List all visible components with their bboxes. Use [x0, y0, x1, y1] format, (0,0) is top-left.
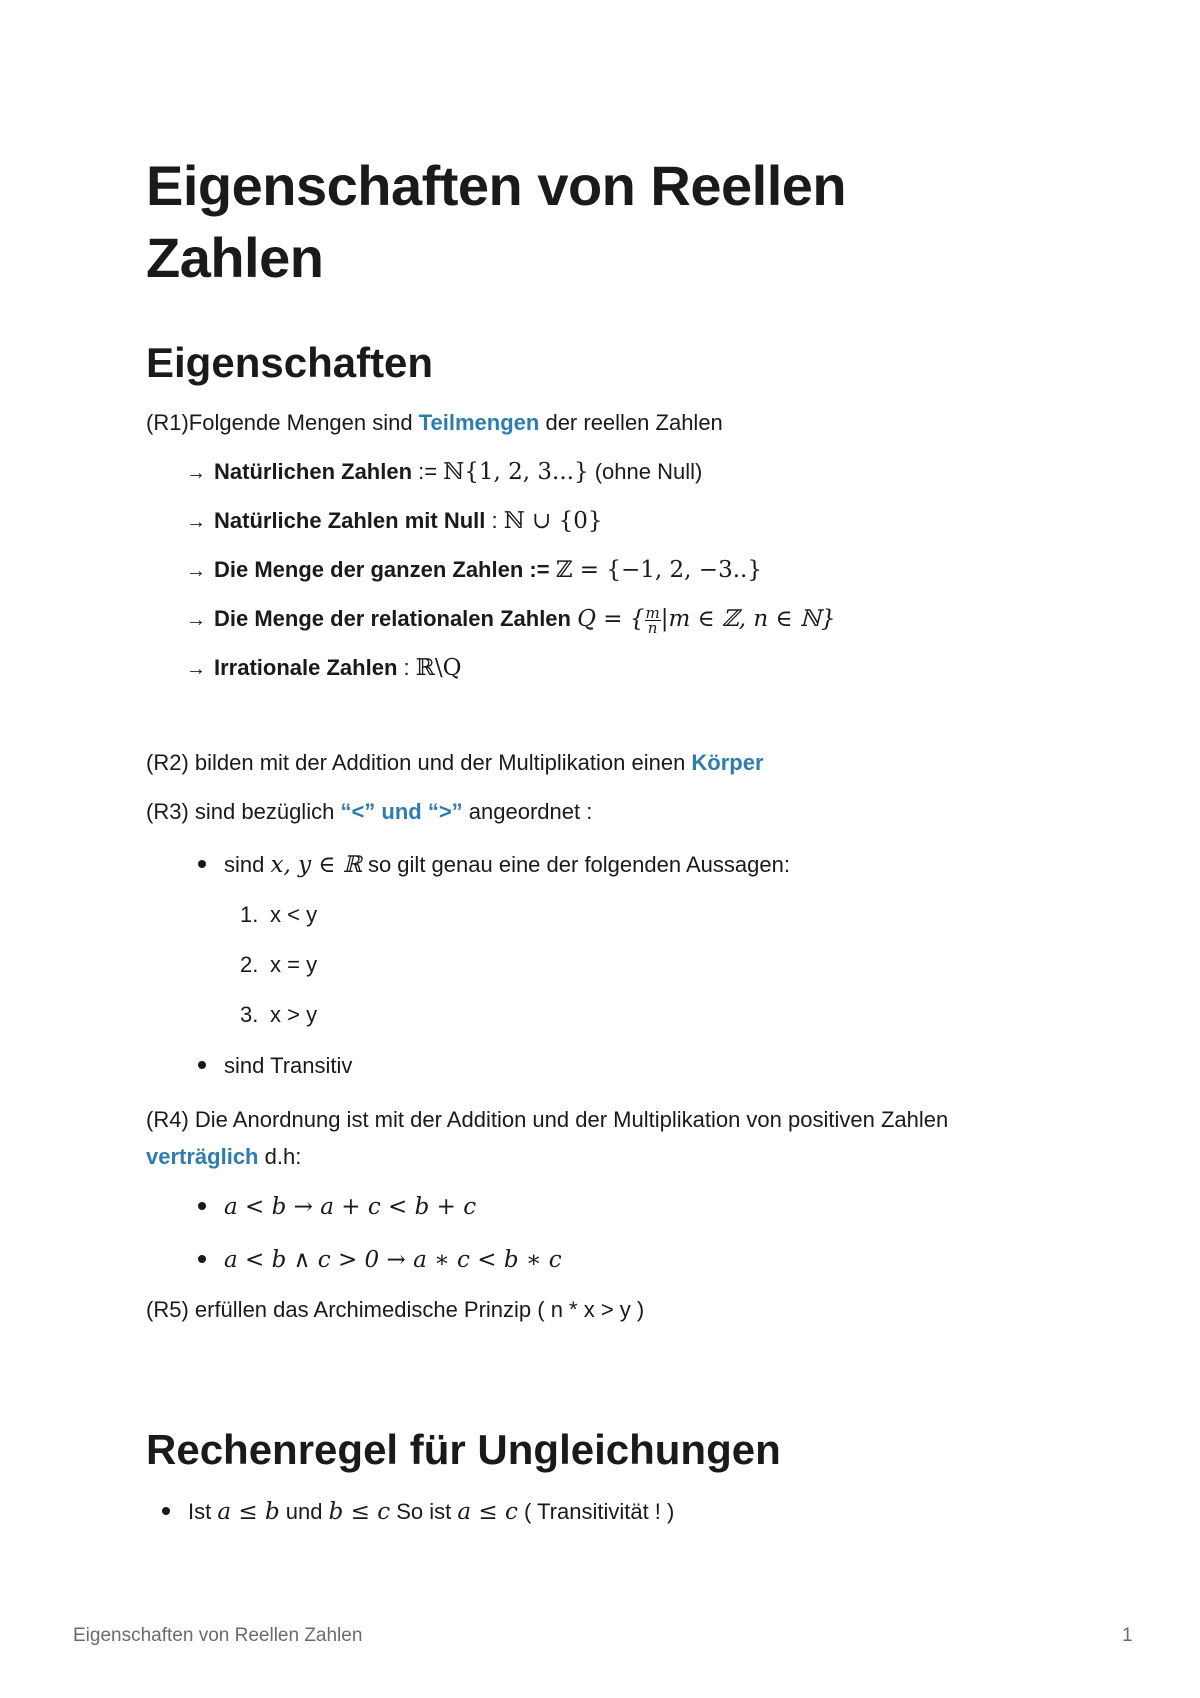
title-line-1: Eigenschaften von Reellen [146, 154, 847, 217]
r2-prefix: (R2) bilden mit der Addition und der Multiplikation einen [146, 750, 692, 775]
bullet-text: sind [224, 852, 271, 877]
bullet-icon [198, 1255, 206, 1263]
bullet-math: a < b → a + c < b + c [224, 1194, 477, 1220]
bullet-text: sind Transitiv [224, 1053, 353, 1078]
r5-paragraph: (R5) erfüllen das Archimedische Prinzip ( n * x > y ) [146, 1297, 645, 1322]
r3-suffix: angeordnet : [462, 799, 593, 824]
set-label: Die Menge der relationalen Zahlen [214, 606, 571, 631]
list-text: x > y [270, 1002, 318, 1027]
title-line-2: Zahlen [146, 226, 324, 289]
bullet-icon [198, 1202, 206, 1210]
set-label: Natürlichen Zahlen [214, 459, 413, 484]
set-label: Irrationale Zahlen [214, 655, 398, 680]
fraction-denominator: n [647, 618, 658, 637]
set-item-natural-zero [186, 506, 603, 537]
r1-paragraph [146, 408, 723, 438]
koerper-link[interactable]: Körper [691, 750, 764, 775]
r1-suffix: der reellen Zahlen [539, 410, 723, 435]
r3-bullet-2 [198, 1051, 352, 1081]
r1-prefix: (R1)Folgende Mengen sind [146, 410, 419, 435]
fraction-numerator: m [645, 603, 660, 622]
section-heading-eigenschaften: Eigenschaften [146, 339, 434, 386]
r4-bullet-1 [198, 1192, 476, 1222]
arrow-right-icon: → [186, 658, 206, 680]
set-math-post: |m ∈ ℤ, n ∈ ℕ} [660, 606, 836, 632]
bullet-math: x, y ∈ ℝ [270, 852, 362, 878]
r3-prefix: (R3) sind bezüglich [146, 799, 341, 824]
fraction [645, 603, 661, 637]
r4-bullet-2 [198, 1245, 562, 1275]
list-number: 1. [240, 902, 259, 927]
r4-line-2 [146, 1142, 301, 1172]
ordered-item-3 [240, 1000, 317, 1030]
ordered-item-2 [240, 950, 317, 980]
bullet-text: Ist [188, 1499, 218, 1524]
bullet-text: und [279, 1499, 329, 1524]
r3-bullet-1 [198, 850, 790, 880]
set-math: ℕ ∪ {0} [503, 508, 603, 534]
set-label: Die Menge der ganzen Zahlen := [214, 557, 550, 582]
list-text: x = y [270, 952, 318, 977]
bullet-text: so gilt genau eine der folgenden Aussagen: [361, 852, 790, 877]
set-math: ℤ = {−1, 2, −3..} [555, 557, 762, 583]
ordering-link[interactable]: “<” und “>” [340, 799, 463, 824]
arrow-right-icon: → [186, 609, 206, 631]
bullet-icon [162, 1507, 170, 1515]
set-sep: := [412, 459, 444, 484]
list-number: 2. [240, 952, 259, 977]
bullet-math: b ≤ c [328, 1499, 391, 1525]
bullet-math: a ≤ c [457, 1499, 518, 1525]
section-heading-rechenregel: Rechenregel für Ungleichungen [146, 1426, 781, 1473]
page-number: 1 [1122, 1625, 1133, 1646]
document-title [146, 150, 846, 294]
set-math: ℝ\Q [415, 655, 462, 681]
list-number: 3. [240, 1002, 259, 1027]
arrow-right-icon: → [186, 511, 206, 533]
set-math: ℕ{1, 2, 3...} [443, 459, 589, 485]
rechenregel-bullet [162, 1497, 674, 1527]
bullet-icon [198, 860, 206, 868]
bullet-math: a ≤ b [217, 1499, 280, 1525]
teilmengen-link[interactable]: Teilmengen [418, 410, 540, 435]
footer-title: Eigenschaften von Reellen Zahlen [73, 1625, 363, 1646]
r3-paragraph [146, 797, 592, 827]
set-item-integers [186, 555, 762, 586]
ordered-item-1 [240, 900, 317, 930]
arrow-right-icon: → [186, 462, 206, 484]
set-math-pre: Q = { [577, 606, 645, 632]
list-text: x < y [270, 902, 318, 927]
bullet-text: So ist [390, 1499, 458, 1524]
vertraeglich-link[interactable]: verträglich [146, 1144, 259, 1169]
set-tail: (ohne Null) [588, 459, 703, 484]
r4-line-1: (R4) Die Anordnung ist mit der Addition und der Multiplikation von positiven Zahlen [146, 1107, 949, 1132]
set-sep: : [397, 655, 416, 680]
set-sep: : [485, 508, 504, 533]
r2-paragraph [146, 748, 764, 778]
r4-suffix: d.h: [258, 1144, 302, 1169]
arrow-right-icon: → [186, 560, 206, 582]
bullet-icon [198, 1061, 206, 1069]
set-item-natural [186, 457, 702, 488]
bullet-text: ( Transitivität ! ) [517, 1499, 675, 1524]
set-item-rationals [186, 604, 835, 635]
set-label: Natürliche Zahlen mit Null [214, 508, 486, 533]
set-item-irrationals [186, 653, 461, 684]
bullet-math: a < b ∧ c > 0 → a ∗ c < b ∗ c [224, 1247, 562, 1273]
